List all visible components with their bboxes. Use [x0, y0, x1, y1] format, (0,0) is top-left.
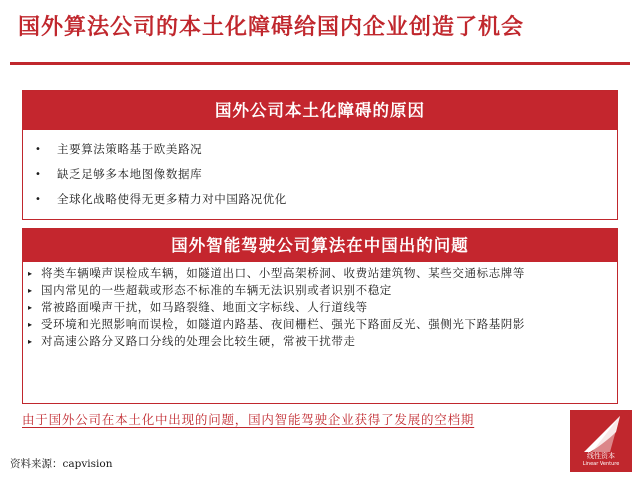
bullet-icon: • — [35, 169, 42, 180]
arrow-bullet-icon: ▸ — [28, 320, 33, 329]
list-item — [23, 137, 617, 162]
list-item-text: 国内常见的一些超载或形态不标准的车辆无法识别或者识别不稳定 — [41, 283, 392, 297]
list-item-text: 受环境和光照影响而误检，如隧道内路基、夜间栅栏、强光下路面反光、强侧光下路基阴影 — [41, 317, 525, 331]
bullet-icon: • — [35, 194, 42, 205]
logo-text — [570, 452, 632, 468]
arrow-bullet-icon: ▸ — [28, 269, 33, 278]
list-item — [23, 316, 617, 333]
list-item — [23, 162, 617, 187]
linear-venture-logo — [570, 410, 632, 472]
list-item — [23, 299, 617, 316]
reasons-panel-header: 国外公司本土化障碍的原因 — [23, 91, 617, 130]
list-item — [23, 265, 617, 282]
arrow-bullet-icon: ▸ — [28, 286, 33, 295]
list-item — [23, 187, 617, 212]
title-divider — [10, 62, 630, 65]
arrow-bullet-icon: ▸ — [28, 303, 33, 312]
list-item-text: 对高速公路分叉路口分线的处理会比较生硬，常被干扰带走 — [41, 334, 356, 348]
arrow-bullet-icon: ▸ — [28, 337, 33, 346]
list-item-text: 常被路面噪声干扰，如马路裂缝、地面文字标线、人行道线等 — [41, 300, 368, 314]
list-item-text: 将类车辆噪声误检成车辆，如隧道出口、小型高架桥洞、收费站建筑物、某些交通标志牌等 — [41, 266, 525, 280]
problems-list — [23, 265, 617, 350]
list-item-text: 全球化战略使得无更多精力对中国路况优化 — [57, 192, 287, 206]
problems-panel-header: 国外智能驾驶公司算法在中国出的问题 — [23, 229, 617, 262]
source-note: 资料来源：capvision — [10, 458, 113, 470]
list-item — [23, 282, 617, 299]
list-item-text: 主要算法策略基于欧美路况 — [57, 142, 203, 156]
list-item-text: 缺乏足够多本地图像数据库 — [57, 167, 203, 181]
reasons-list — [23, 137, 617, 212]
logo-cn-text: 线性资本 — [587, 452, 615, 460]
list-item — [23, 333, 617, 350]
reasons-panel — [22, 90, 618, 220]
page-title: 国外算法公司的本土化障碍给国内企业创造了机会 — [18, 14, 525, 40]
logo-en-text: Linear Venture — [582, 461, 620, 467]
problems-panel — [22, 228, 618, 404]
conclusion-text: 由于国外公司在本土化中出现的问题，国内智能驾驶企业获得了发展的空档期 — [22, 412, 475, 427]
bullet-icon: • — [35, 144, 42, 155]
